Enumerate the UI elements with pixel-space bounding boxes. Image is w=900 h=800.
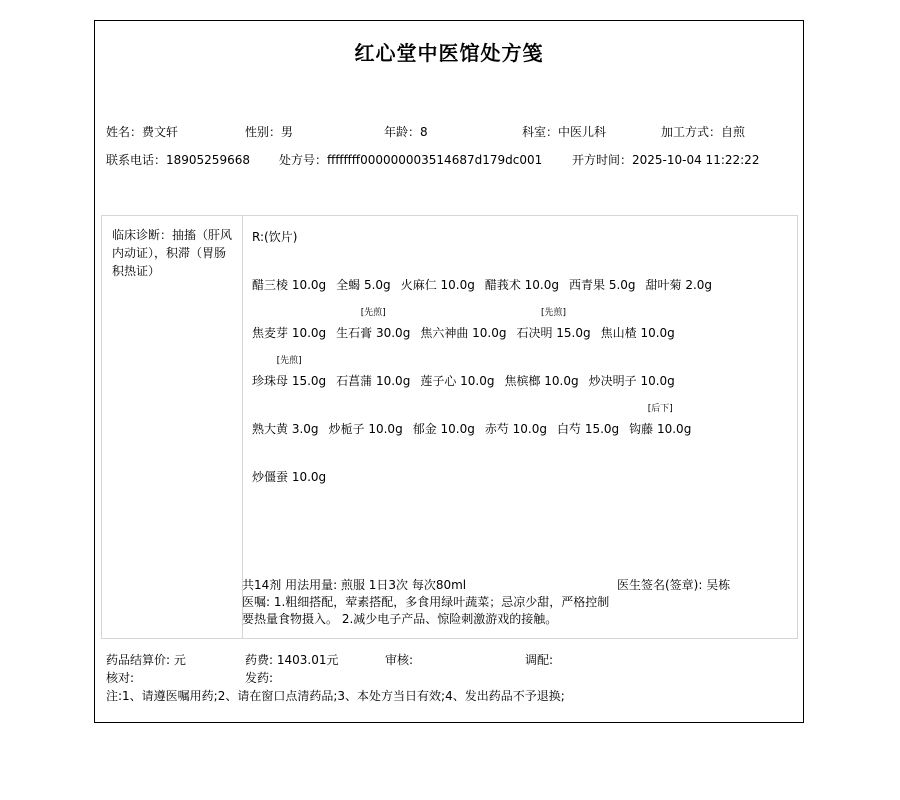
clinical-diagnosis: 临床诊断：抽搐（肝风内动证），积滞（胃肠积热证） xyxy=(112,228,233,278)
herb-text: 醋莪术 10.0g xyxy=(484,278,559,292)
herb-text: 全蝎 5.0g xyxy=(336,278,391,292)
herb-note: [后下] xyxy=(647,404,673,414)
herb-item xyxy=(420,324,506,341)
herb-text: 火麻仁 10.0g xyxy=(400,278,475,292)
column-divider xyxy=(242,216,243,638)
check-field: 核对: xyxy=(106,671,135,685)
prescription-number: 处方号：ffffffff000000003514687d179dc001 xyxy=(279,153,543,167)
herb-text: 石决明 15.0g xyxy=(516,326,591,340)
herb-text: 白芍 15.0g xyxy=(557,422,620,436)
herb-row xyxy=(252,276,722,293)
herb-text: 郁金 10.0g xyxy=(412,422,475,436)
herb-item xyxy=(420,372,494,389)
herb-text: 石菖蒲 10.0g xyxy=(336,374,411,388)
issue-field: 发药: xyxy=(245,671,274,685)
herb-item xyxy=(252,420,319,437)
prescription-sheet xyxy=(94,20,804,723)
herb-text: 焦槟榔 10.0g xyxy=(504,374,579,388)
herb-item xyxy=(252,276,326,293)
herb-text: 赤芍 10.0g xyxy=(484,422,547,436)
herb-item xyxy=(589,372,675,389)
footer-note: 注:1、请遵医嘱用药;2、请在窗口点清药品;3、本处方当日有效;4、发出药品不予退换; xyxy=(106,689,565,703)
herb-item xyxy=(401,276,475,293)
herb-text: 甜叶菊 2.0g xyxy=(645,278,713,292)
processing-method: 加工方式：自煎 xyxy=(661,125,746,139)
prescription-time: 开方时间：2025-10-04 11:22:22 xyxy=(572,153,760,167)
doctor-advice: 医嘱: 1.粗细搭配，荤素搭配，多食用绿叶蔬菜；忌凉少甜，严格控制要热量食物摄入。 2.减少电子产品、惊险刺激游戏的接触。 xyxy=(242,595,610,626)
herb-text: 钩藤 10.0g xyxy=(629,422,692,436)
herb-note: [先煎] xyxy=(360,308,386,318)
herb-text: 焦麦芽 10.0g xyxy=(252,326,327,340)
patient-department: 科室：中医儿科 xyxy=(522,125,607,139)
rx-label: R:(饮片) xyxy=(252,230,298,244)
herb-item xyxy=(336,308,411,341)
herb-text: 醋三棱 10.0g xyxy=(252,278,327,292)
herb-text: 熟大黄 3.0g xyxy=(252,422,319,436)
herb-item xyxy=(252,356,327,389)
herb-text: 莲子心 10.0g xyxy=(420,374,495,388)
patient-phone: 联系电话：18905259668 xyxy=(106,153,250,167)
herb-row xyxy=(252,356,685,389)
herb-item xyxy=(329,420,403,437)
herb-item xyxy=(601,324,675,341)
herb-row xyxy=(252,404,701,437)
dispense-field: 调配: xyxy=(525,653,554,667)
herb-text: 珍珠母 15.0g xyxy=(252,374,327,388)
review-field: 审核: xyxy=(385,653,414,667)
herb-item xyxy=(252,324,326,341)
herb-item xyxy=(569,276,636,293)
herb-text: 焦山楂 10.0g xyxy=(600,326,675,340)
herb-item xyxy=(504,372,578,389)
herb-row xyxy=(252,468,336,485)
settlement-price: 药品结算价: 元 xyxy=(106,653,186,667)
herb-row xyxy=(252,308,685,341)
herb-item xyxy=(629,404,692,437)
herb-text: 生石膏 30.0g xyxy=(336,326,411,340)
herb-text: 炒僵蚕 10.0g xyxy=(252,470,327,484)
doctor-signature: 医生签名(签章): 吴栋 xyxy=(617,578,731,592)
prescription-body xyxy=(101,215,798,639)
drug-fee: 药费: 1403.01元 xyxy=(245,653,339,667)
herb-item xyxy=(336,276,391,293)
herb-item xyxy=(252,468,326,485)
herb-item xyxy=(485,276,559,293)
patient-age: 年龄：8 xyxy=(384,125,428,139)
herb-note: [先煎] xyxy=(541,308,567,318)
herb-item xyxy=(557,420,619,437)
herb-text: 炒栀子 10.0g xyxy=(328,422,403,436)
herb-note: [先煎] xyxy=(276,356,302,366)
patient-gender: 性别：男 xyxy=(245,125,294,139)
herb-text: 西青果 5.0g xyxy=(569,278,636,292)
herb-item xyxy=(413,420,475,437)
patient-name: 姓名：费文轩 xyxy=(106,125,179,139)
herb-item xyxy=(516,308,591,341)
herb-item xyxy=(646,276,713,293)
herb-text: 炒决明子 10.0g xyxy=(588,374,675,388)
usage-dosage: 共14剂 用法用量: 煎服 1日3次 每次80ml xyxy=(242,578,467,592)
herb-item xyxy=(336,372,410,389)
herb-item xyxy=(485,420,547,437)
herb-text: 焦六神曲 10.0g xyxy=(420,326,507,340)
page-title: 红心堂中医馆处方笺 xyxy=(354,41,544,65)
